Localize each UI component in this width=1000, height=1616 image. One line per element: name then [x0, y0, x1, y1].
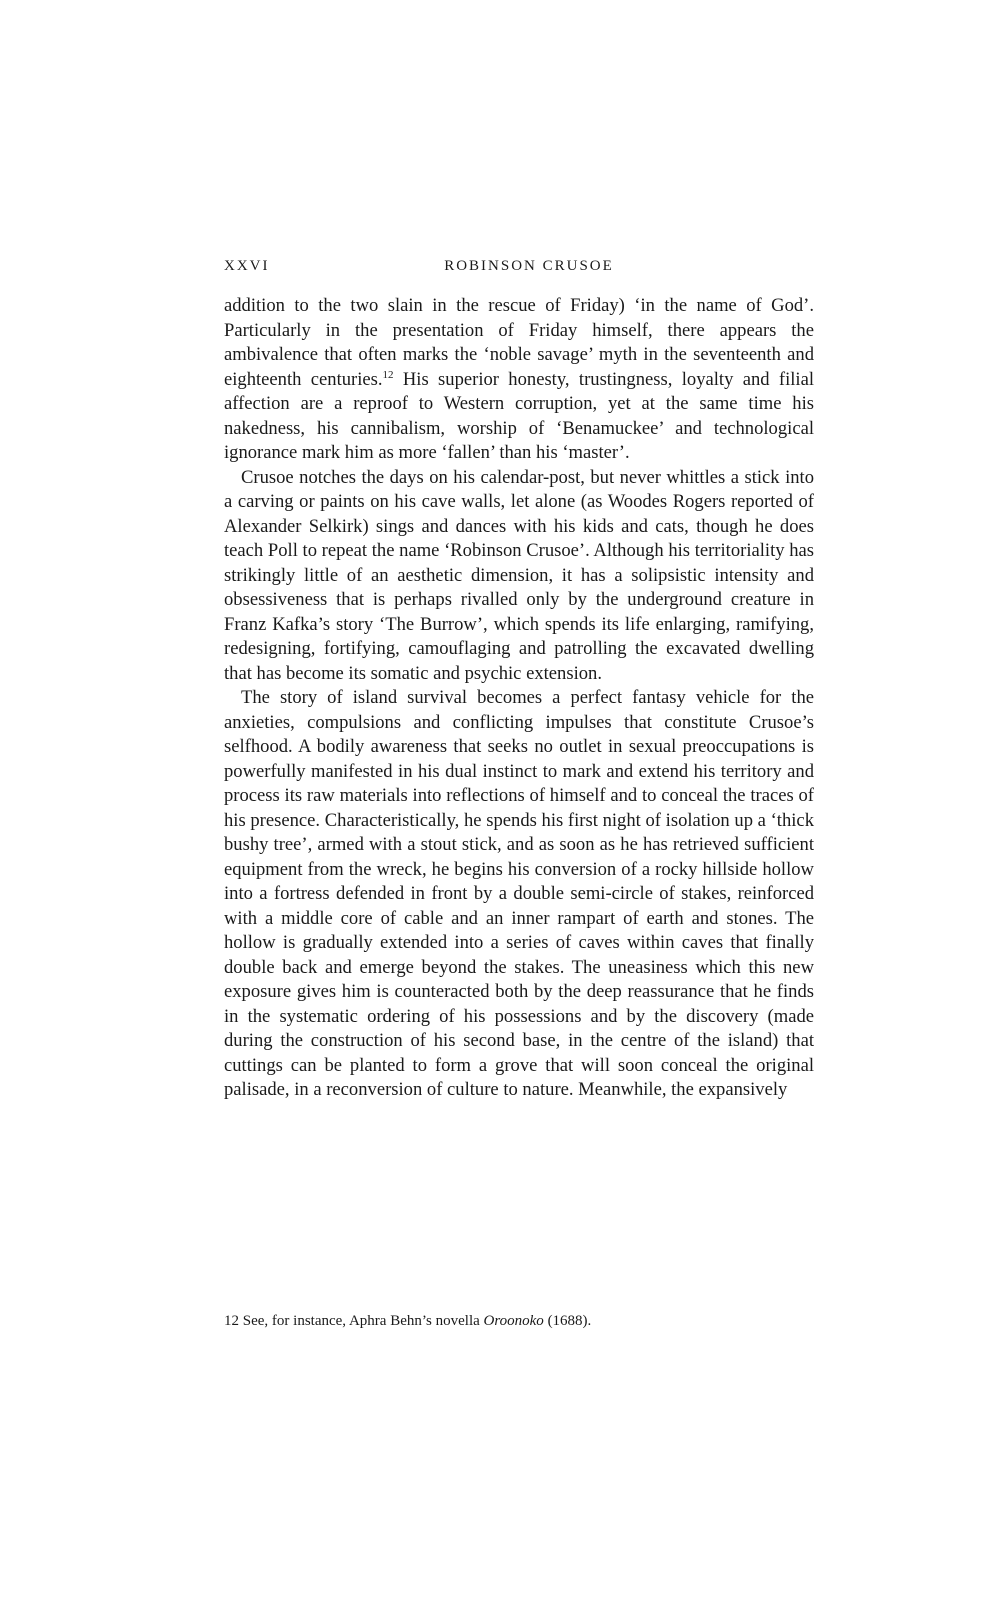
footnote-title: Oroonoko: [483, 1313, 544, 1329]
page-header: [224, 258, 814, 282]
paragraph-1-text-before-ref: addition to the two slain in the rescue of Friday) ‘in the name of God’. Particularly in the presentation of Friday himself, there appears the ambivalence that often marks the ‘noble savage’ myth in the seventeenth and eighteenth centuries.: [224, 295, 814, 390]
body-text: [224, 294, 814, 1103]
footnote-text-before: See, for instance, Aphra Behn’s novella: [242, 1313, 480, 1329]
footnote-text-after: (1688).: [547, 1313, 592, 1329]
page-number: XXVI: [224, 258, 270, 274]
paragraph-1: [224, 294, 814, 466]
running-head: ROBINSON CRUSOE: [444, 258, 614, 274]
paragraph-3: The story of island survival becomes a perfect fantasy vehicle for the anxieties, compulsions and conflicting impulses that constitute Crusoe’s selfhood. A bodily awareness that seeks no outlet in sexual preoccupations is powerfully manifested in his dual instinct to mark and extend his territory and process its raw materials into reflections of himself and to conceal the traces of his presence. Characteristically, he spends his first night of isolation up a ‘thick bushy tree’, armed with a stout stick, and as soon as he has retrieved sufficient equipment from the wreck, he begins his conversion of a rocky hillside hollow into a fortress defended in front by a double semi-circle of stakes, reinforced with a middle core of cable and an inner rampart of earth and stones. The hollow is gradually extended into a series of caves within caves that finally double back and emerge beyond the stakes. The uneasiness which this new exposure gives him is counteracted both by the deep reassurance that he finds in the systematic ordering of his possessions and by the discovery (made during the construction of his second base, in the centre of the island) that cuttings can be planted to form a grove that will soon conceal the original palisade, in a reconversion of culture to nature. Meanwhile, the expansively: [224, 687, 814, 1100]
footnote-reference: 12: [382, 368, 394, 381]
footnote: [224, 1311, 814, 1331]
paragraph-1-text-after-ref: His superior honesty, trustingness, loyalty and filial affection are a reproof to Western corruption, yet at the same time his nakedness, his cannibalism, worship of ‘Benamuckee’ and technological ignorance mark him as more ‘fallen’ than his ‘master’.: [224, 368, 814, 463]
paragraph-2: Crusoe notches the days on his calendar-post, but never whittles a stick into a carving or paints on his cave walls, let alone (as Woodes Rogers reported of Alexander Selkirk) sings and dances with his kids and cats, though he does teach Poll to repeat the name ‘Robinson Crusoe’. Although his territoriality has strikingly little of an aesthetic dimension, it has a solipsistic intensity and obsessiveness that is perhaps rivalled only by the underground creature in Franz Kafka’s story ‘The Burrow’, which spends its life enlarging, ramifying, redesigning, fortifying, camouflaging and patrolling the excavated dwelling that has become its somatic and psychic extension.: [224, 466, 814, 684]
footnote-number: 12: [224, 1313, 239, 1329]
